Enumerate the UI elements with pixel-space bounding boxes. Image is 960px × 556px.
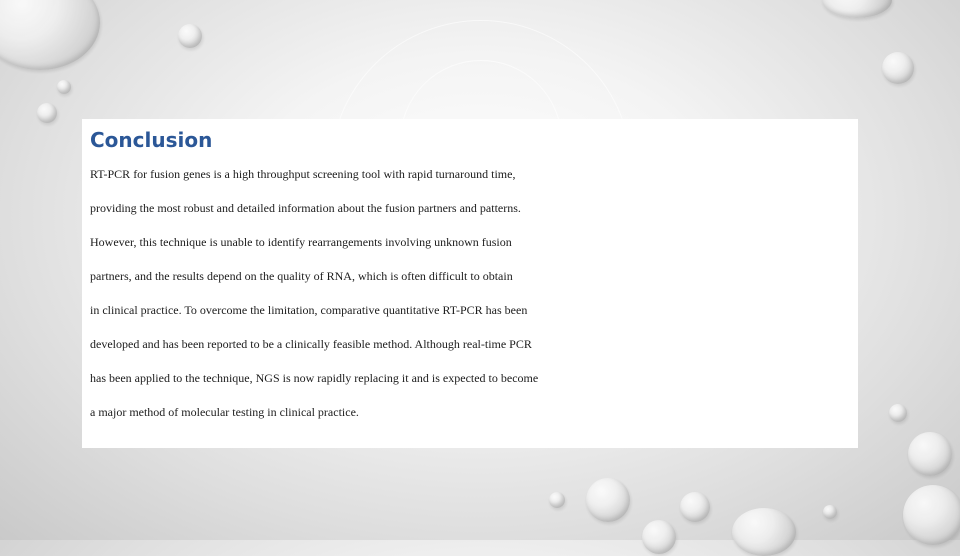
paragraph-line: However, this technique is unable to identify rearrangements involving unknown fusion [90, 235, 512, 249]
conclusion-paragraph [90, 157, 850, 429]
conclusion-heading: Conclusion [90, 128, 213, 152]
paragraph-line: RT-PCR for fusion genes is a high throughput screening tool with rapid turnaround time, [90, 167, 516, 181]
paragraph-line: a major method of molecular testing in clinical practice. [90, 405, 359, 419]
water-droplet [642, 520, 676, 554]
water-droplet [680, 492, 710, 522]
paragraph-line: has been applied to the technique, NGS is now rapidly replacing it and is expected to become [90, 371, 539, 385]
conclusion-card [82, 119, 858, 448]
water-droplet [889, 404, 907, 422]
water-droplet [908, 432, 952, 476]
water-droplet [0, 0, 100, 70]
paragraph-line: providing the most robust and detailed information about the fusion partners and patterns. [90, 201, 521, 215]
paragraph-line: developed and has been reported to be a clinically feasible method. Although real-time PCR [90, 337, 532, 351]
water-droplet [903, 485, 960, 545]
paragraph-line: in clinical practice. To overcome the limitation, comparative quantitative RT-PCR has been [90, 303, 528, 317]
water-droplet [822, 0, 892, 18]
water-droplet [882, 52, 914, 84]
paragraph-line: partners, and the results depend on the quality of RNA, which is often difficult to obtain [90, 269, 513, 283]
water-droplet [586, 478, 630, 522]
water-droplet [823, 505, 837, 519]
water-droplet [178, 24, 202, 48]
water-droplet [57, 80, 71, 94]
water-droplet [549, 492, 565, 508]
water-droplet [732, 508, 796, 556]
water-droplet [37, 103, 57, 123]
